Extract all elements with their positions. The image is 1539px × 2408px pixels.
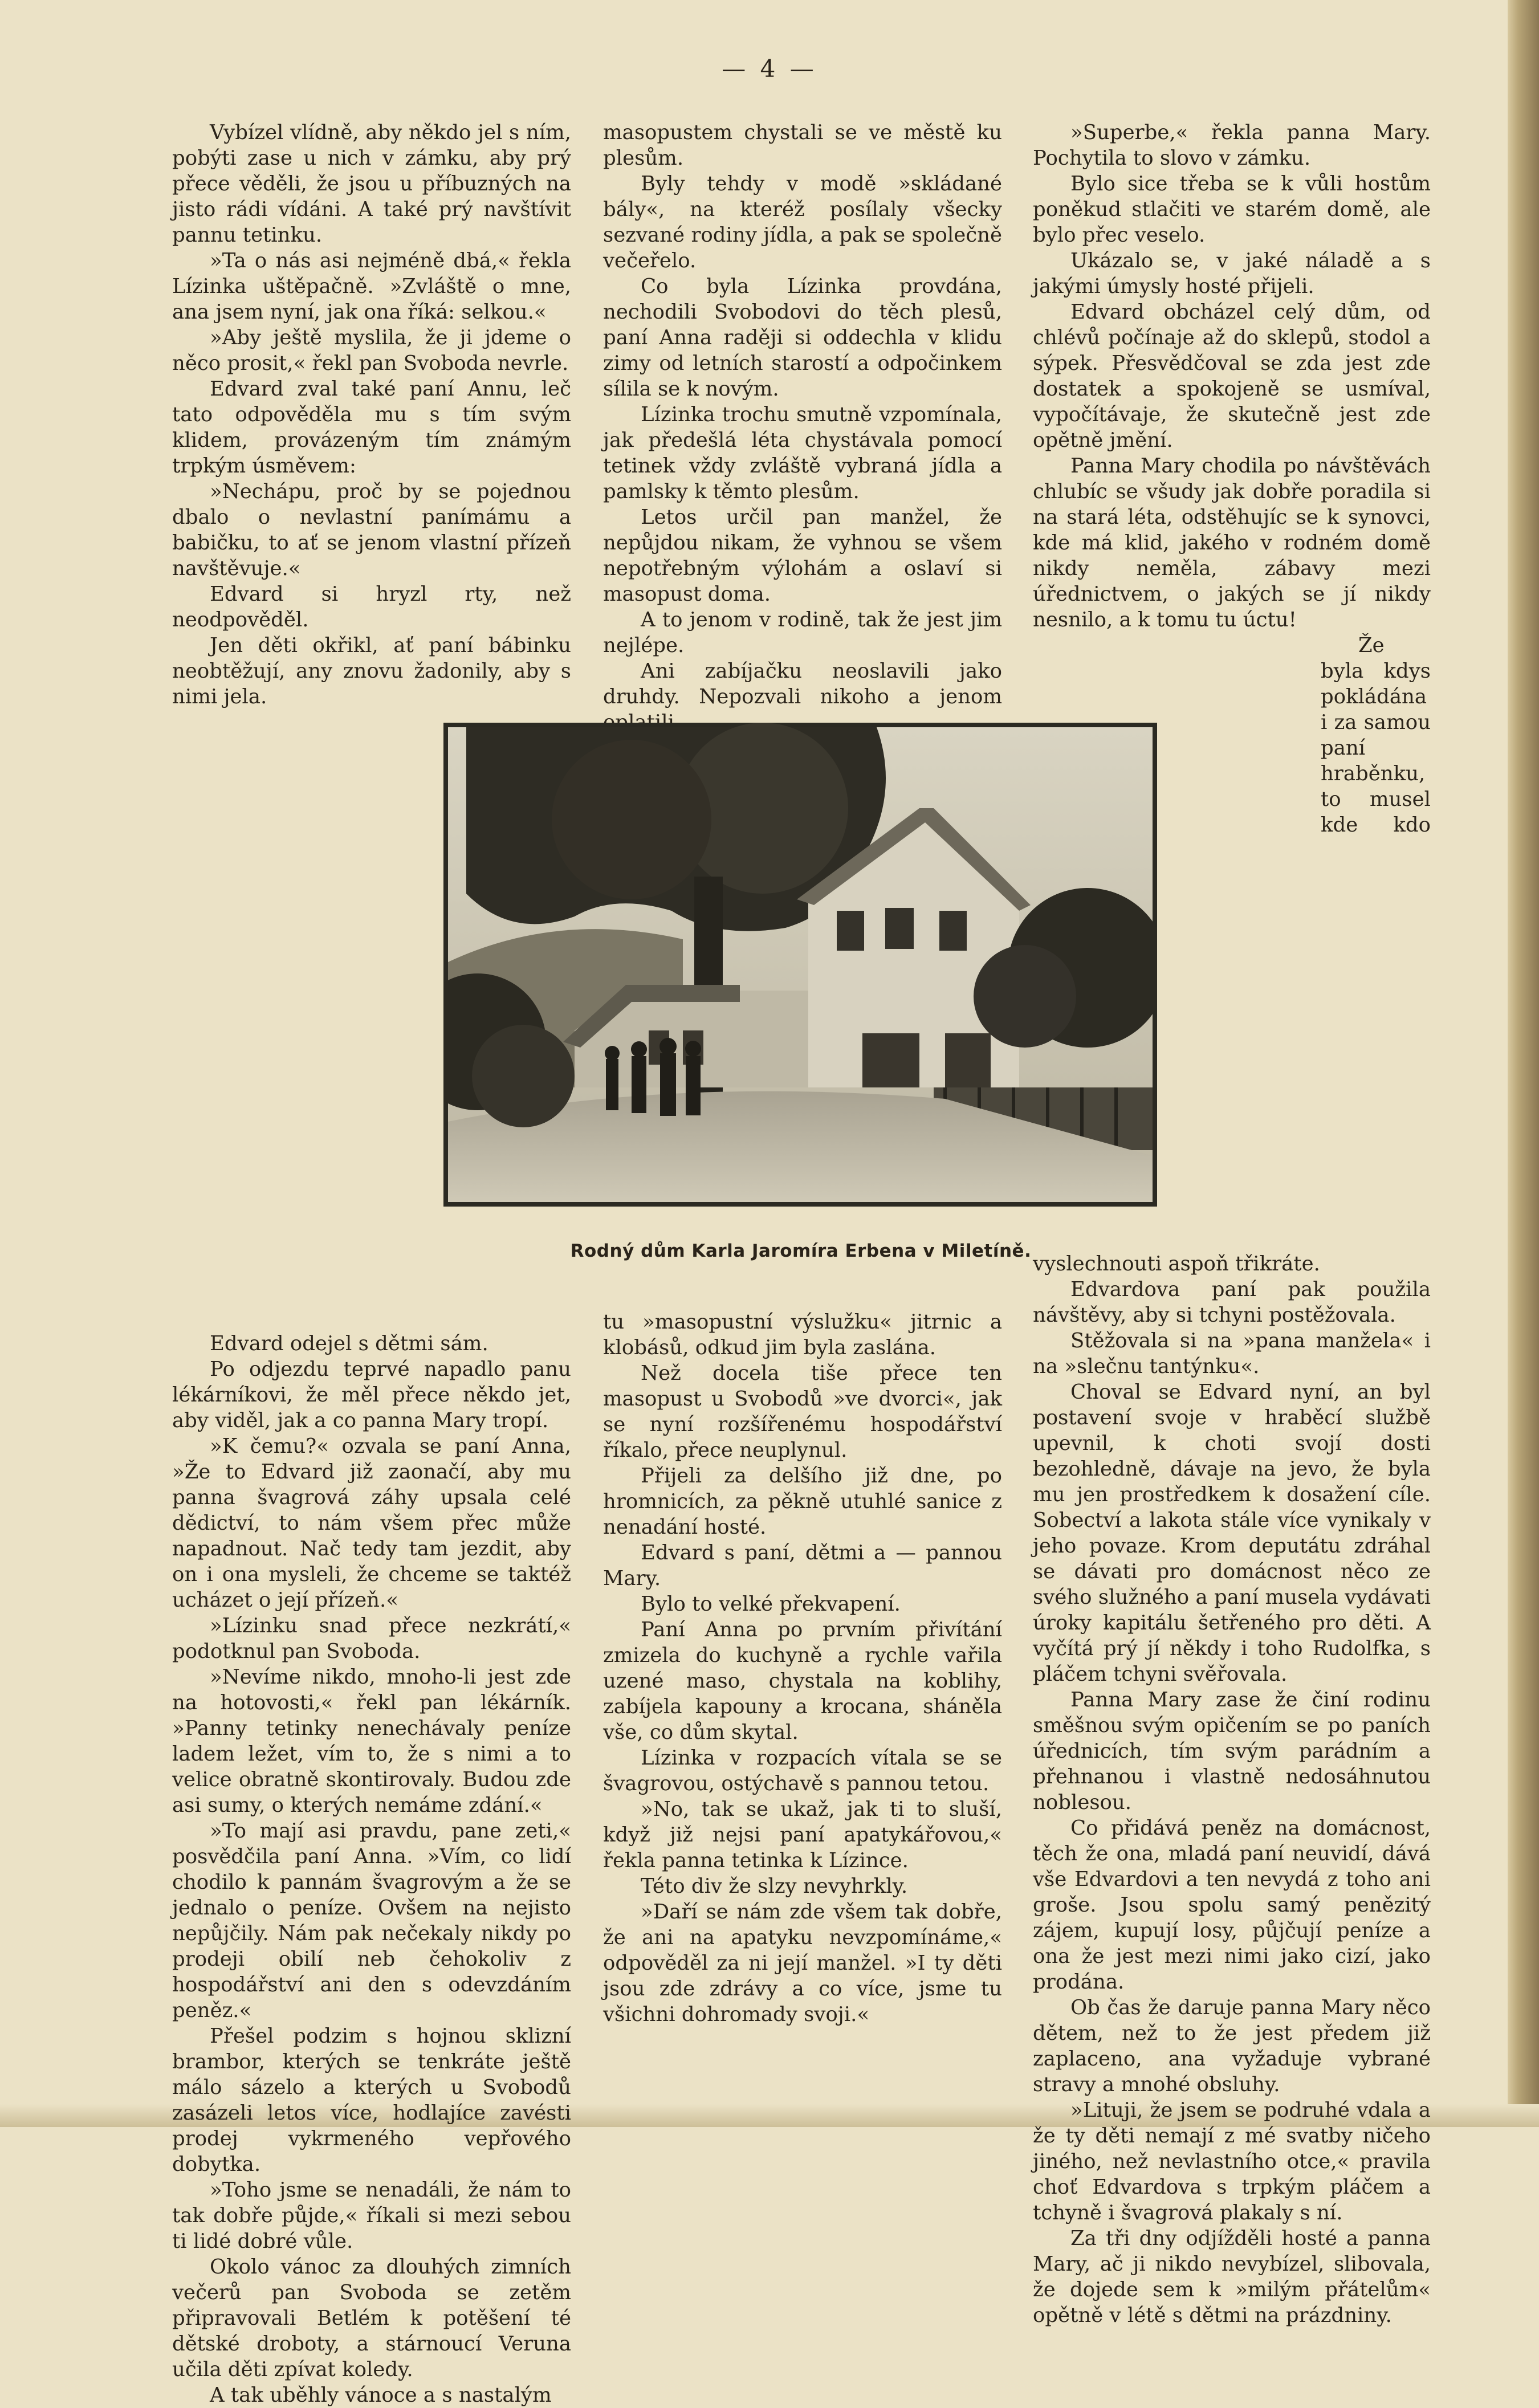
- paragraph: Přijeli za delšího již dne, po hromnicích, za pěkně utuhlé sanice z nenadání hosté.: [603, 1464, 1002, 1539]
- paragraph: Přešel podzim s hojnou sklizní brambor, kterých se tenkráte ještě málo sázelo a kterých u Svobodů zasázeli letos více, hodlajíce zavésti prodej vykrmeného vepřového dobytka.: [172, 2024, 571, 2176]
- paragraph: Jen děti okřikl, ať paní bábinku neobtěžují, any znovu žadonily, aby s nimi jela.: [172, 634, 571, 708]
- text-column-1: [172, 120, 571, 2408]
- paragraph: tu »masopustní výslužku« jitrnic a klobásů, odkud jim byla zaslána.: [603, 1310, 1002, 1359]
- paragraph: Co přidává peněz na domácnost, těch že ona, mladá paní neuvidí, dává vše Edvardovi a ten nevydá z toho ani groše. Jsou spolu samý penězitý zájem, kupují losy, půjčují peníze a ona že jest mezi nimi jako cizí, jako prodána.: [1033, 1816, 1431, 1994]
- paragraph: A tak uběhly vánoce a s nastalým: [210, 2383, 552, 2407]
- paragraph: Edvard obcházel celý dům, od chlévů počínaje až do sklepů, stodol a sýpek. Přesvědčoval se zda jest zde dostatek a spokojeně se usmíval, vypočítávaje, že skutečně jest zde opětně jmění.: [1033, 300, 1431, 452]
- paragraph: »Lízinku snad přece nezkrátí,« podotknul pan Svoboda.: [172, 1614, 571, 1663]
- page-right-edge: [1508, 0, 1539, 2127]
- paragraph: Choval se Edvard nyní, an byl postavení svoje v hraběcí službě upevnil, k choti svojí dosti bezohledně, dávaje na jevo, že byla mu jen prostředkem k dosažení cíle. Sobectví a lakota stále více vynikaly v jeho povaze. Krom deputátu zdráhal se dávati pro domácnost něco ze svého služného a paní musela vydávati úroky kapitálu šetřeného pro děti. A vyčítá prý jí někdy i toho Rudolfka, s pláčem tchyni svěřovala.: [1033, 1380, 1431, 1686]
- paragraph: Panna Mary zase že činí rodinu směšnou svým opičením se po paních úřednicích, tím svým parádním a přehnanou i vlastně nedosáhnutou noblesou.: [1033, 1688, 1431, 1814]
- paragraph: Než docela tiše přece ten masopust u Svobodů »ve dvorci«, jak se nyní rozšířenému hospodářství říkalo, přece neuplynul.: [603, 1362, 1002, 1462]
- paragraph: »To mají asi pravdu, pane zeti,« posvědčila paní Anna. »Vím, co lidí chodilo k pannám švagrovým a že se jednalo o peníze. Ovšem na nejisto nepůjčily. Nám pak nečekaly nikdy po prodeji obilí neb čehokoliv z hospodářství ani den s odevzdáním peněz.«: [172, 1819, 571, 2022]
- paragraph: »Aby ještě myslila, že ji jdeme o něco prosit,« řekl pan Svoboda nevrle.: [172, 326, 571, 375]
- paragraph: »Superbe,« řekla panna Mary. Pochytila to slovo v zámku.: [1033, 121, 1431, 170]
- paragraph: Lízinka v rozpacích vítala se se švagrovou, ostýchavě s pannou tetou.: [603, 1746, 1002, 1795]
- paragraph: A to jenom v rodině, tak že jest jim nejlépe.: [603, 608, 1002, 657]
- paragraph: Stěžovala si na »pana manžela« i na »slečnu tantýnku«.: [1033, 1329, 1431, 1378]
- paragraph: »Nevíme nikdo, mnoho-li jest zde na hotovosti,« řekl pan lékárník. »Panny tetinky nenechávaly peníze ladem ležet, vím to, že s nimi a to velice obratně skontirovaly. Budou zde asi sumy, o kterých nemáme zdání.«: [172, 1665, 571, 1817]
- house-photo-image: [443, 723, 1157, 1207]
- paragraph: Ob čas že daruje panna Mary něco dětem, než to že jest předem již zaplaceno, ana vyžaduje vybrané stravy a mnohé obsluhy.: [1033, 1996, 1431, 2096]
- paragraph: Lízinka trochu smutně vzpomínala, jak předešlá léta chystávala pomocí tetinek vždy zvláště vybraná jídla a pamlsky k těmto plesům.: [603, 403, 1002, 503]
- page-number: — 4 —: [722, 55, 817, 83]
- paragraph: »No, tak se ukaž, jak ti to sluší, když již nejsi paní apatykářovou,« řekla panna tetinka k Lízince.: [603, 1798, 1002, 1872]
- text-column-3: [1033, 120, 1431, 2328]
- paragraph: Po odjezdu teprvé napadlo panu lékárníkovi, že měl přece někdo jet, aby viděl, jak a co panna Mary tropí.: [172, 1358, 571, 1432]
- paragraph: »Ta o nás asi nejméně dbá,« řekla Lízinka uštěpačně. »Zvláště o mne, ana jsem nyní, jak ona říká: selkou.«: [172, 249, 571, 324]
- paragraph: Bylo sice třeba se k vůli hostům poněkud stlačiti ve starém domě, ale bylo přec veselo.: [1033, 172, 1431, 247]
- paragraph: Vybízel vlídně, aby někdo jel s ním, pobýti zase u nich v zámku, aby prý přece věděli, že jsou u příbuzných na jisto rádi vídáni. A také prý navštívit pannu tetinku.: [172, 121, 571, 247]
- paragraph: »Nechápu, proč by se pojednou dbalo o nevlastní panímámu a babičku, to ať se jenom vlastní přízeň navštěvuje.«: [172, 480, 571, 580]
- photo-caption: Rodný dům Karla Jaromíra Erbena v Miletíně.: [570, 1241, 1032, 1261]
- paragraph: »K čemu?« ozvala se paní Anna, »Že to Edvard již zaonačí, aby mu panna švagrová záhy upsala celé dědictví, to nám všem přec může napadnout. Nač tedy tam jezdit, aby on i ona mysleli, že chceme se taktéž ucházet o její přízeň.«: [172, 1435, 571, 1612]
- paragraph: Edvard s paní, dětmi a — pannou Mary.: [603, 1541, 1002, 1590]
- paragraph: masopustem chystali se ve městě ku plesům.: [603, 121, 1002, 170]
- paragraph: »Lituji, že jsem se podruhé vdala a že ty děti nemají z mé svatby ničeho jiného, než nevlastního otce,« pravila choť Edvardova s trpkým pláčem a tchyně i švagrová plakaly s ní.: [1033, 2099, 1431, 2224]
- house-photo: [443, 723, 1157, 1207]
- paragraph: Panna Mary chodila po návštěvách chlubíc se všudy jak dobře poradila si na stará léta, odstěhujíc se k synovci, kde má klid, jakého v rodném domě nikdy neměla, zábavy mezi úřednictvem, o jakých se jí nikdy nesnilo, a k tomu tu úctu!: [1033, 454, 1431, 631]
- paragraph: »Toho jsme se nenadáli, že nám to tak dobře půjde,« říkali si mezi sebou ti lidé dobré vůle.: [172, 2178, 571, 2253]
- paragraph: Byly tehdy v modě »skládané bály«, na kteréž posílaly všecky sezvané rodiny jídla, a pak se společně večeřelo.: [603, 172, 1002, 272]
- paragraph: Ani zabíjačku neoslavili jako druhdy. Nepozvali nikoho a jenom: [603, 659, 1002, 708]
- paragraph: »Daří se nám zde všem tak dobře, že ani na apatyku nevzpomínáme,« odpověděl za ni její manžel. »I ty děti jsou zde zdrávy a co více, jsme tu všichni dohromady svoji.«: [603, 1900, 1002, 2026]
- paragraph: Edvard si hryzl rty, než neodpověděl.: [172, 582, 571, 631]
- paragraph: Co byla Lízinka provdána, nechodili Svobodovi do těch plesů, paní Anna raději si oddechla v klidu zimy od letních starostí a odpočinkem sílila se k novým.: [603, 275, 1002, 401]
- paragraph: Edvard zval také paní Annu, leč tato odpověděla mu s tím svým klidem, provázeným tím známým trpkým úsměvem:: [172, 377, 571, 478]
- paragraph: Bylo to velké překvapení.: [641, 1592, 901, 1616]
- paragraph: Paní Anna po prvním přivítání zmizela do kuchyně a rychle vařila uzené maso, chystala na koblihy, zabíjela kapouny a krocana, sháněla vše, co dům skytal.: [603, 1618, 1002, 1744]
- paragraph: Za tři dny odjížděli hosté a panna Mary, ač ji nikdo nevybízel, slibovala, že dojede sem k »milým přátelům« opětně v létě s dětmi na prázdniny.: [1033, 2227, 1431, 2327]
- paragraph: Edvard odejel s dětmi sám.: [210, 1332, 488, 1355]
- paragraph: Okolo vánoc za dlouhých zimních večerů pan Svoboda se zetěm připravovali Betlém k potěšení té dětské droboty, a stárnoucí Veruna učila děti zpívat koledy.: [172, 2255, 571, 2381]
- paragraph: Že byla kdys pokládána i za samou paní hraběnku, to musel kde kdo vyslechnouti aspoň třikráte.: [1033, 634, 1431, 1276]
- paragraph: Edvardova paní pak použila návštěvy, aby si tchyni postěžovala.: [1033, 1278, 1431, 1327]
- paragraph: Této div že slzy nevyhrkly.: [641, 1875, 908, 1898]
- paragraph: Letos určil pan manžel, že nepůjdou nikam, že vyhnou se všem nepotřebným výlohám a oslaví si masopust doma.: [603, 506, 1002, 606]
- paragraph: Ukázalo se, v jaké náladě a s jakými úmysly hosté přijeli.: [1033, 249, 1431, 298]
